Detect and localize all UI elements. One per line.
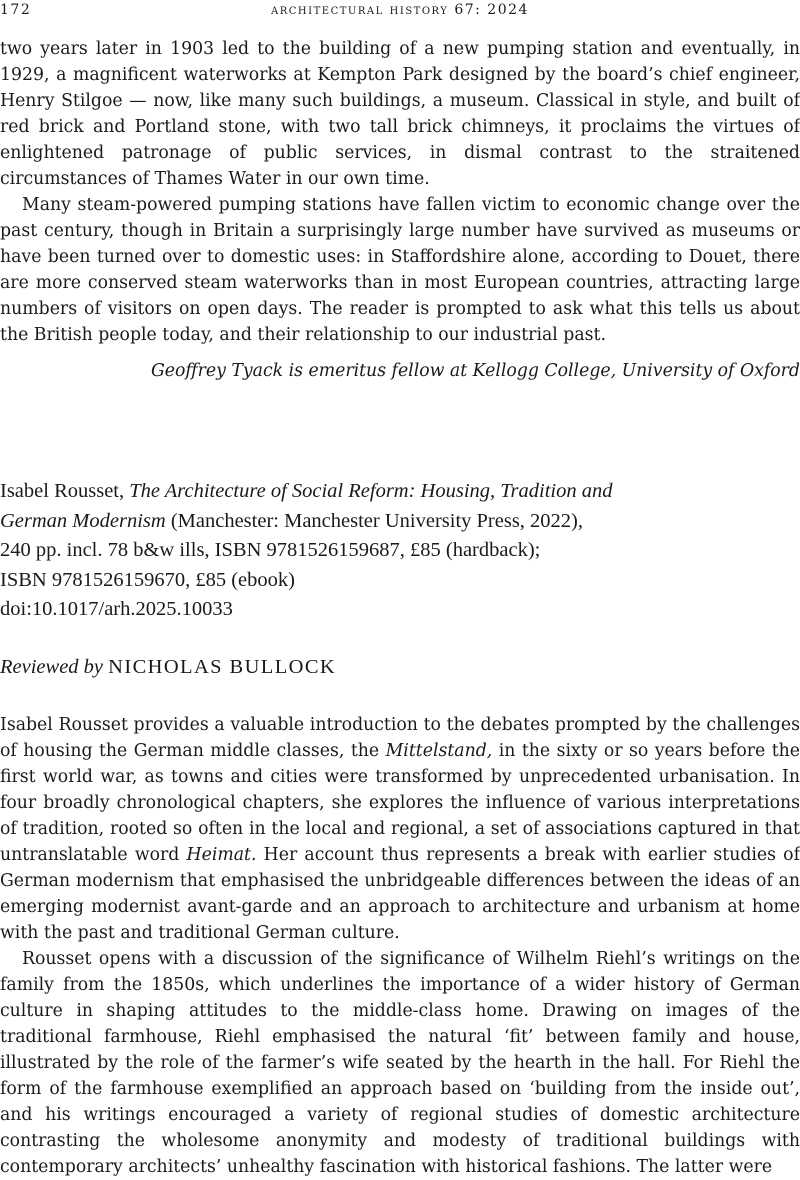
running-head <box>0 0 800 22</box>
previous-review-paragraph-1: two years later in 1903 led to the building of a new pumping station and eventually, in 1929, a magnificent waterworks at Kempton Park designed by the board’s chief engineer, Henry Stilgoe — now, like many such buildings, a museum. Classical in style, and built of red brick and Portland stone, with two tall brick chimneys, it proclaims the virtues of enlightened patronage of public services, in dismal contrast to the straitened circumstances of Thames Water in our own time. <box>0 39 800 189</box>
review-p1-text-c: Her account thus represents a break with earlier studies of German modernism that emphasised the unbridgeable differences between the ideas of an emerging modernist avant-garde and an approach to architecture and urbanism at home with the past and traditional German culture. <box>0 845 800 943</box>
reviewer-signoff: Geoffrey Tyack is emeritus fellow at Kellogg College, University of Oxford <box>150 361 800 381</box>
review-p1-text-a: Isabel Rousset provides a valuable introduction to the debates prompted by the challenges of housing the German middle classes, the <box>0 715 800 761</box>
book-title-part-2: German Modernism <box>0 509 166 532</box>
previous-review-paragraph-2: Many steam-powered pumping stations have fallen victim to economic change over the past century, though in Britain a surprisingly large number have survived as museums or have been turned over to domestic uses: in Staffordshire alone, according to Douet, there are more conserved steam waterworks than in most European countries, attracting large numbers of visitors on open days. The reader is prompted to ask what this tells us about the British people today, and their relationship to our industrial past. <box>0 195 800 345</box>
citation-line-3: 240 pp. incl. 78 b&w ills, ISBN 9781526159687, £85 (hardback); <box>0 539 541 562</box>
journal-running-title: architectural history 67: 2024 <box>271 2 529 18</box>
review-paragraph-1 <box>0 712 800 946</box>
book-citation <box>0 477 800 625</box>
citation-line-4: ISBN 9781526159670, £85 (ebook) <box>0 568 295 591</box>
reviewed-by-line <box>0 654 336 680</box>
book-author: Isabel Rousset, <box>0 480 125 502</box>
review-body <box>0 712 800 1180</box>
term-mittelstand: Mittelstand, <box>385 741 493 761</box>
reviewer-name: NICHOLAS BULLOCK <box>108 656 337 678</box>
term-heimat: Heimat. <box>186 845 257 865</box>
citation-line-2 <box>0 507 800 537</box>
review-paragraph-2: Rousset opens with a discussion of the significance of Wilhelm Riehl’s writings on the family from the 1850s, which underlines the importance of a wider history of German culture in shaping attitudes to the middle-class home. Drawing on images of the traditional farmhouse, Riehl emphasised the natural ‘fit’ between family and house, illustrated by the role of the farmer’s wife seated by the hearth in the hall. For Riehl the form of the farmhouse exemplified an approach based on ‘building from the inside out’, and his writings encouraged a variety of regional studies of domestic architecture contrasting the wholesome anonymity and modesty of traditional buildings with contemporary architects’ unhealthy fascination with historical fashions. The latter were <box>0 949 800 1177</box>
page-number: 172 <box>0 2 32 18</box>
book-publisher: (Manchester: Manchester University Press, 2022), <box>165 509 584 532</box>
book-title-part-1: The Architecture of Social Reform: Housing, Tradition and <box>129 480 613 502</box>
citation-line-1 <box>0 477 800 507</box>
previous-review-body <box>0 36 800 348</box>
review-p1-text-b: in the sixty or so years before the first world war, as towns and cities were transformed by unprecedented urbanisation. In four broadly chronological chapters, she explores the influence of various interpretations of tradition, rooted so often in the local and regional, a set of associations captured in that untranslatable word <box>0 741 800 865</box>
citation-doi: doi:10.1017/arh.2025.10033 <box>0 598 233 621</box>
reviewed-by-label: Reviewed by <box>0 656 104 678</box>
